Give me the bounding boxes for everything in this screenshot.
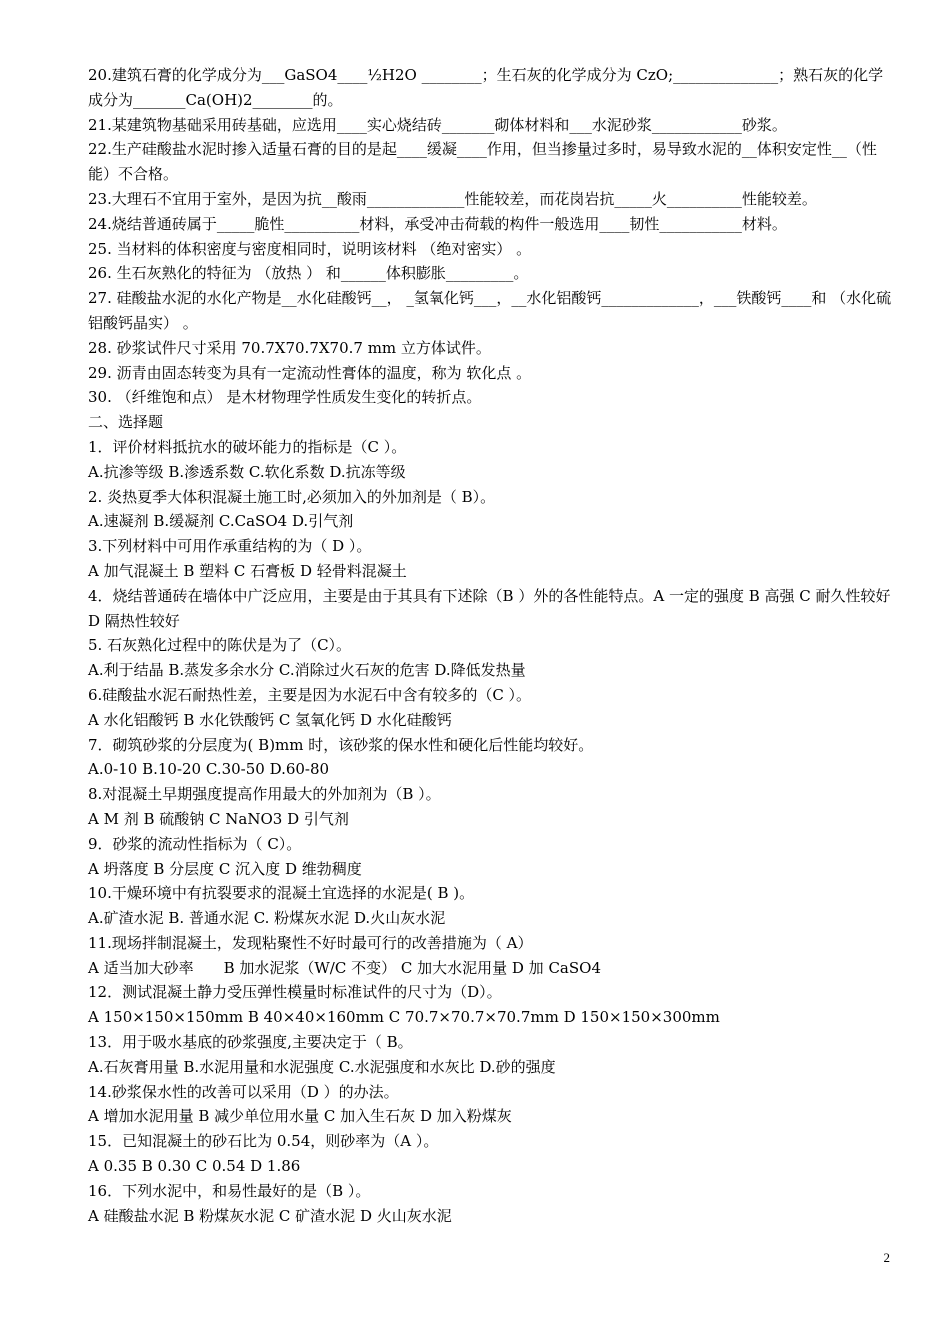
options: A M 剂 B 硫酸钠 C NaNO3 D 引气剂 [88, 809, 349, 828]
text-line: 26. 生石灰熟化的特征为 （放热 ） 和______体积膨胀_________。 [88, 264, 529, 283]
question: 13．用于吸水基底的砂浆强度,主要决定于（ B。 [88, 1033, 413, 1052]
question: 3.下列材料中可用作承重结构的为（ D ）。 [88, 537, 372, 556]
section-heading: 二、选择题 [88, 413, 164, 432]
question: 6.硅酸盐水泥石耐热性差，主要是因为水泥石中含有较多的（C ）。 [88, 685, 532, 704]
options: A.矿渣水泥 B. 普通水泥 C. 粉煤灰水泥 D.火山灰水泥 [88, 909, 446, 928]
question: 9．砂浆的流动性指标为（ C）。 [88, 834, 302, 853]
text-line: 30. （纤维饱和点） 是木材物理学性质发生变化的转折点。 [88, 388, 482, 407]
question: 8.对混凝土早期强度提高作用最大的外加剂为（B ）。 [88, 785, 441, 804]
text-line: 20.建筑石膏的化学成分为___GaSO4____½H2O ________；生石灰的化学成分为 CzO;______________；熟石灰的化学成分为_______Ca(OH)2________的。 [88, 66, 884, 109]
question: 4．烧结普通砖在墙体中广泛应用，主要是由于其具有下述除（B ）外的各性能特点。A 一定的强度 B 高强 C 耐久性较好 D 隔热性较好 [88, 586, 896, 630]
text-line: 23.大理石不宜用于室外，是因为抗__酸雨_____________性能较差，而花岗岩抗_____火__________性能较差。 [88, 189, 817, 208]
question: 16．下列水泥中，和易性最好的是（B ）。 [88, 1181, 371, 1200]
options: A 硅酸盐水泥 B 粉煤灰水泥 C 矿渣水泥 D 火山灰水泥 [88, 1206, 452, 1225]
page-number: 2 [883, 1250, 890, 1265]
options: A.抗渗等级 B.渗透系数 C.软化系数 D.抗冻等级 [88, 462, 406, 481]
options: A 水化铝酸钙 B 水化铁酸钙 C 氢氧化钙 D 水化硅酸钙 [88, 710, 452, 729]
options: A 150×150×150mm B 40×40×160mm C 70.7×70.7×70.7mm D 150×150×300mm [88, 1008, 720, 1027]
question: 14.砂浆保水性的改善可以采用（D ）的办法。 [88, 1082, 399, 1101]
options: A 加气混凝土 B 塑料 C 石膏板 D 轻骨料混凝土 [88, 561, 407, 580]
text-line: 22.生产硅酸盐水泥时掺入适量石膏的目的是起____缓凝____作用，但当掺量过多时，易导致水泥的__体积安定性__（性能）不合格。 [88, 140, 877, 184]
question: 1．评价材料抵抗水的破坏能力的指标是（C ）。 [88, 437, 407, 456]
question: 12．测试混凝土静力受压弹性模量时标准试件的尺寸为（D）。 [88, 983, 502, 1002]
options: A 增加水泥用量 B 减少单位用水量 C 加入生石灰 D 加入粉煤灰 [88, 1107, 512, 1126]
document-body [88, 63, 894, 1228]
text-line: 24.烧结普通砖属于_____脆性__________材料，承受冲击荷载的构件一般选用____韧性___________材料。 [88, 214, 787, 233]
text-line: 28. 砂浆试件尺寸采用 70.7X70.7X70.7 mm 立方体试件。 [88, 338, 491, 357]
question: 10.干燥环境中有抗裂要求的混凝土宜选择的水泥是( B )。 [88, 884, 475, 903]
options: A.速凝剂 B.缓凝剂 C.CaSO4 D.引气剂 [88, 512, 354, 531]
question: 11.现场拌制混凝土，发现粘聚性不好时最可行的改善措施为（ A） [88, 933, 533, 952]
options: A.石灰膏用量 B.水泥用量和水泥强度 C.水泥强度和水灰比 D.砂的强度 [88, 1057, 556, 1076]
question: 2. 炎热夏季大体积混凝土施工时,必须加入的外加剂是（ B）。 [88, 487, 496, 506]
text-line: 27. 硅酸盐水泥的水化产物是__水化硅酸钙__， _氢氧化钙___，__水化铝酸钙_____________，___铁酸钙____和 （水化硫铝酸钙晶实） 。 [88, 289, 892, 332]
text-line: 25. 当材料的体积密度与密度相同时，说明该材料 （绝对密实） 。 [88, 239, 532, 258]
question: 15．已知混凝土的砂石比为 0.54，则砂率为（A ）。 [88, 1132, 439, 1151]
options: A 坍落度 B 分层度 C 沉入度 D 维勃稠度 [88, 859, 362, 878]
question: 7．砌筑砂浆的分层度为( B)mm 时，该砂浆的保水性和硬化后性能均较好。 [88, 735, 594, 754]
text-line: 21.某建筑物基础采用砖基础，应选用____实心烧结砖_______砌体材料和___水泥砂浆____________砂浆。 [88, 115, 787, 134]
text-line: 29. 沥青由固态转变为具有一定流动性膏体的温度，称为 软化点 。 [88, 363, 532, 382]
question: 5. 石灰熟化过程中的陈伏是为了（C）。 [88, 636, 352, 655]
options: A 0.35 B 0.30 C 0.54 D 1.86 [88, 1157, 301, 1176]
options: A.0-10 B.10-20 C.30-50 D.60-80 [88, 760, 330, 779]
options: A 适当加大砂率 B 加水泥浆（W/C 不变） C 加大水泥用量 D 加 CaSO4 [88, 958, 601, 977]
options: A.利于结晶 B.蒸发多余水分 C.消除过火石灰的危害 D.降低发热量 [88, 661, 526, 680]
